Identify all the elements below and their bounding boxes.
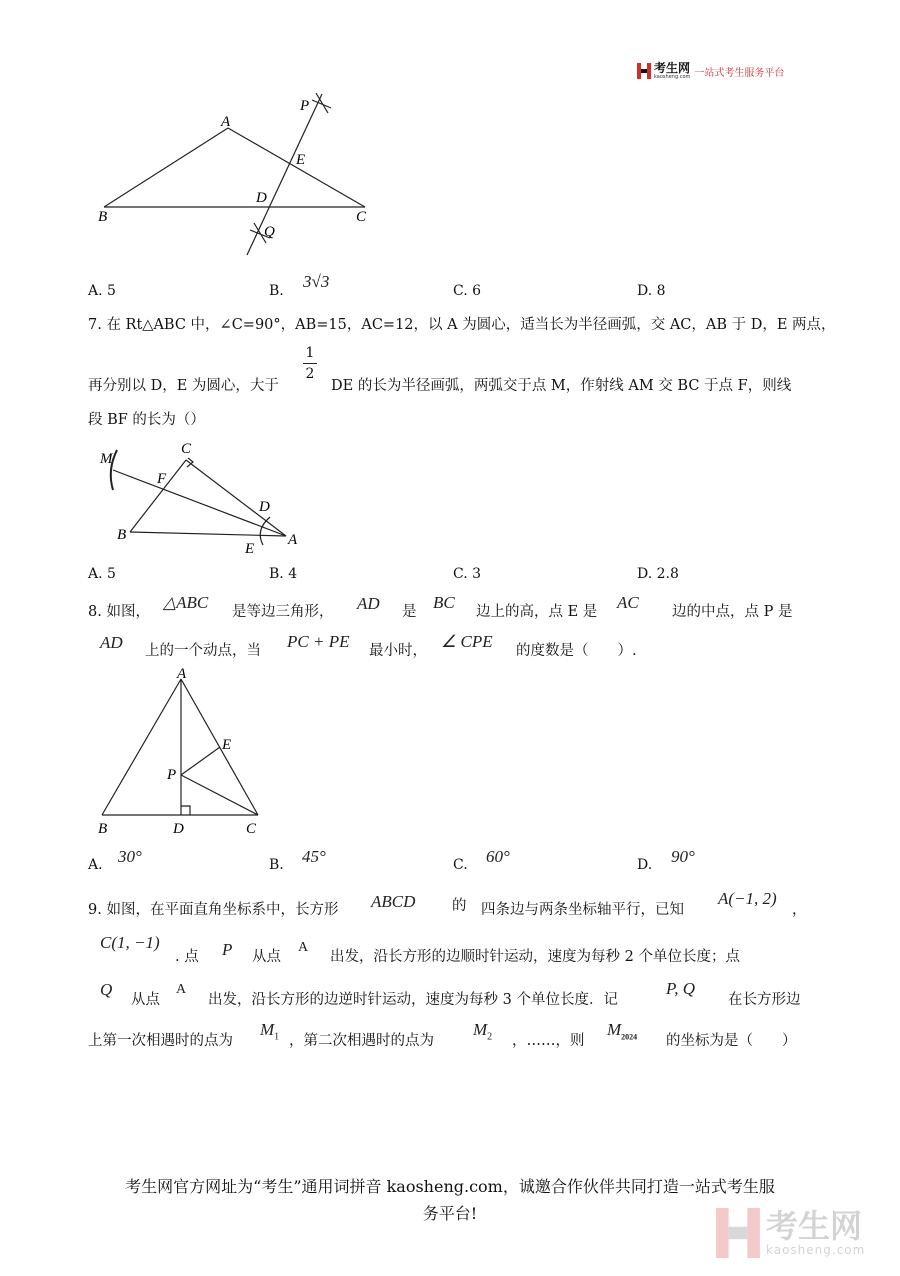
footer-line2: 务平台! bbox=[422, 1204, 478, 1223]
q7-label-m: M bbox=[100, 451, 113, 467]
q7-label-b: B bbox=[117, 527, 127, 543]
q8-text-4: 边上的高，点 E 是 bbox=[476, 604, 598, 620]
header-slogan: 一站式考生服务平台 bbox=[694, 67, 785, 79]
q8-option-d-prefix: D. bbox=[637, 857, 653, 873]
q6-label-e: E bbox=[296, 152, 306, 168]
q9-text-8: 从点 bbox=[131, 992, 160, 1008]
q8-option-b-prefix: B. bbox=[269, 857, 284, 873]
q7-option-b: B. 4 bbox=[269, 566, 298, 582]
q9-math-q: Q bbox=[100, 980, 113, 999]
q6-segment-ab bbox=[104, 128, 228, 207]
q6-label-b: B bbox=[98, 209, 108, 225]
q6-option-c: C. 6 bbox=[453, 283, 482, 299]
q7-label-a: A bbox=[288, 532, 298, 548]
q7-segment-ba bbox=[130, 532, 286, 536]
q7-segment-ca bbox=[186, 460, 286, 536]
q9-text-1: 9. 如图，在平面直角坐标系中，长方形 bbox=[88, 902, 339, 918]
q7-fraction-bar bbox=[303, 363, 317, 364]
q6-option-b-value: 3√3 bbox=[303, 272, 330, 291]
q7-line3: 段 BF 的长为（） bbox=[88, 412, 205, 428]
q8-option-a-prefix: A. bbox=[88, 857, 103, 873]
q9-m1-sub: 1 bbox=[274, 1031, 280, 1043]
q8-option-a-value: 30° bbox=[118, 847, 142, 866]
q8-math-ad: AD bbox=[357, 594, 380, 613]
q9-math-m2 bbox=[473, 1020, 492, 1042]
q9-math-point-c: C(1, −1) bbox=[100, 933, 160, 952]
q9-math-m1 bbox=[260, 1020, 279, 1042]
q9-text-14: 的坐标为是（ ） bbox=[666, 1033, 797, 1049]
q7-line2-pre: 再分别以 D，E 为圆心，大于 bbox=[88, 378, 279, 394]
q9-m2-sub: 2 bbox=[487, 1031, 493, 1043]
logo-subtext: kaosheng.com bbox=[654, 74, 691, 80]
figure-q8 bbox=[92, 665, 272, 840]
footer-line1: 考生网官方网址为“考生”通用词拼音 kaosheng.com，诚邀合作伙伴共同打造一站式考生服 bbox=[125, 1177, 775, 1196]
q9-math-point-a: A(−1, 2) bbox=[718, 889, 777, 908]
q8-segment-ab bbox=[102, 679, 181, 815]
q9-m2-base: M bbox=[473, 1020, 488, 1039]
q9-math-p: P bbox=[222, 940, 233, 959]
q8-math-angle-cpe: ∠ CPE bbox=[441, 632, 493, 651]
q8-label-d: D bbox=[173, 821, 184, 837]
q7-line2-post: DE 的长为半径画弧，两弧交于点 M，作射线 AM 交 BC 于点 F，则线 bbox=[331, 378, 792, 394]
q8-text-7: 最小时， bbox=[369, 643, 427, 659]
q9-m2024-base: M bbox=[607, 1020, 622, 1039]
q8-math-triangle-abc: △ABC bbox=[163, 593, 209, 612]
figure-q7 bbox=[95, 435, 310, 560]
q9-text-10: 在长方形边 bbox=[728, 992, 801, 1008]
q8-segment-pe bbox=[181, 747, 220, 775]
q9-m2024-sub: 2024 bbox=[621, 1032, 638, 1042]
q6-option-d: D. 8 bbox=[637, 283, 666, 299]
q9-math-a-2: A bbox=[176, 982, 187, 997]
q8-text-3: 是 bbox=[402, 604, 417, 620]
q7-label-c: C bbox=[181, 441, 192, 457]
q9-text-4: ， bbox=[792, 902, 807, 918]
q9-text-6: 从点 bbox=[252, 949, 281, 965]
q6-option-a: A. 5 bbox=[88, 283, 116, 299]
q8-text-1: 8. 如图， bbox=[88, 604, 150, 620]
q9-math-a: A bbox=[298, 940, 309, 955]
q9-text-11: 上第一次相遇时的点为 bbox=[88, 1033, 233, 1049]
q8-right-angle-mark bbox=[181, 806, 190, 815]
q9-text-12: ，第二次相遇时的点为 bbox=[289, 1033, 434, 1049]
q8-option-c-value: 60° bbox=[486, 847, 510, 866]
q7-option-d: D. 2.8 bbox=[637, 566, 679, 582]
q7-arc-de bbox=[260, 517, 270, 545]
q8-math-ad-2: AD bbox=[100, 633, 123, 652]
figure-q6 bbox=[90, 90, 400, 265]
watermark-subtext: kaosheng.com bbox=[766, 1243, 866, 1257]
q7-label-f: F bbox=[157, 471, 167, 487]
q8-option-c-prefix: C. bbox=[453, 857, 468, 873]
q9-text-2: 的 bbox=[452, 898, 467, 914]
watermark-text: 考生网 bbox=[766, 1207, 863, 1245]
q6-label-a: A bbox=[221, 114, 231, 130]
q6-label-d: D bbox=[256, 190, 267, 206]
q7-option-c: C. 3 bbox=[453, 566, 482, 582]
q6-label-q: Q bbox=[264, 224, 275, 240]
q8-label-c: C bbox=[246, 821, 257, 837]
q8-label-p: P bbox=[167, 767, 177, 783]
q8-text-6: 上的一个动点，当 bbox=[145, 643, 261, 659]
logo-text: 考生网 bbox=[654, 61, 691, 75]
q9-text-7: 出发，沿长方形的边顺时针运动，速度为每秒 2 个单位长度；点 bbox=[330, 949, 740, 965]
q9-text-13: ，……，则 bbox=[512, 1033, 585, 1049]
q9-m1-base: M bbox=[260, 1020, 275, 1039]
q8-text-2: 是等边三角形， bbox=[232, 604, 334, 620]
kaosheng-logo-icon bbox=[637, 63, 651, 79]
q8-text-5: 边的中点，点 P 是 bbox=[672, 604, 793, 620]
q6-label-c: C bbox=[356, 209, 367, 225]
q9-text-9: 出发，沿长方形的边逆时针运动，速度为每秒 3 个单位长度．记 bbox=[208, 992, 618, 1008]
q8-label-a: A bbox=[177, 666, 187, 682]
q8-math-ac: AC bbox=[617, 593, 639, 612]
q9-math-m2024 bbox=[607, 1020, 637, 1041]
q9-math-pq: P, Q bbox=[666, 979, 695, 998]
q9-text-3: 四条边与两条坐标轴平行，已知 bbox=[481, 902, 684, 918]
q7-option-a: A. 5 bbox=[88, 566, 116, 582]
header-logo bbox=[637, 62, 784, 80]
q7-label-e: E bbox=[245, 541, 255, 557]
q7-fraction-numerator: 1 bbox=[305, 345, 315, 361]
q8-label-b: B bbox=[98, 821, 108, 837]
watermark bbox=[716, 1208, 865, 1258]
q9-text-5: . 点 bbox=[175, 949, 199, 965]
q8-option-d-value: 90° bbox=[671, 847, 695, 866]
q7-fraction bbox=[303, 345, 317, 382]
q6-option-b-prefix: B. bbox=[269, 283, 284, 299]
q8-math-bc: BC bbox=[433, 593, 455, 612]
q8-text-8: 的度数是（ ）. bbox=[516, 643, 637, 659]
q7-label-d: D bbox=[259, 499, 270, 515]
q8-label-e: E bbox=[222, 737, 232, 753]
watermark-logo-icon bbox=[716, 1208, 760, 1258]
q8-math-pc-pe: PC + PE bbox=[287, 632, 350, 651]
q8-option-b-value: 45° bbox=[302, 847, 326, 866]
q7-line1: 7. 在 Rt△ABC 中，∠C=90°，AB=15，AC=12，以 A 为圆心，适当长为半径画弧，交 AC，AB 于 D，E 两点， bbox=[88, 317, 836, 333]
q7-fraction-denominator: 2 bbox=[305, 366, 315, 382]
q9-math-abcd: ABCD bbox=[371, 892, 416, 911]
q6-label-p: P bbox=[300, 98, 310, 114]
